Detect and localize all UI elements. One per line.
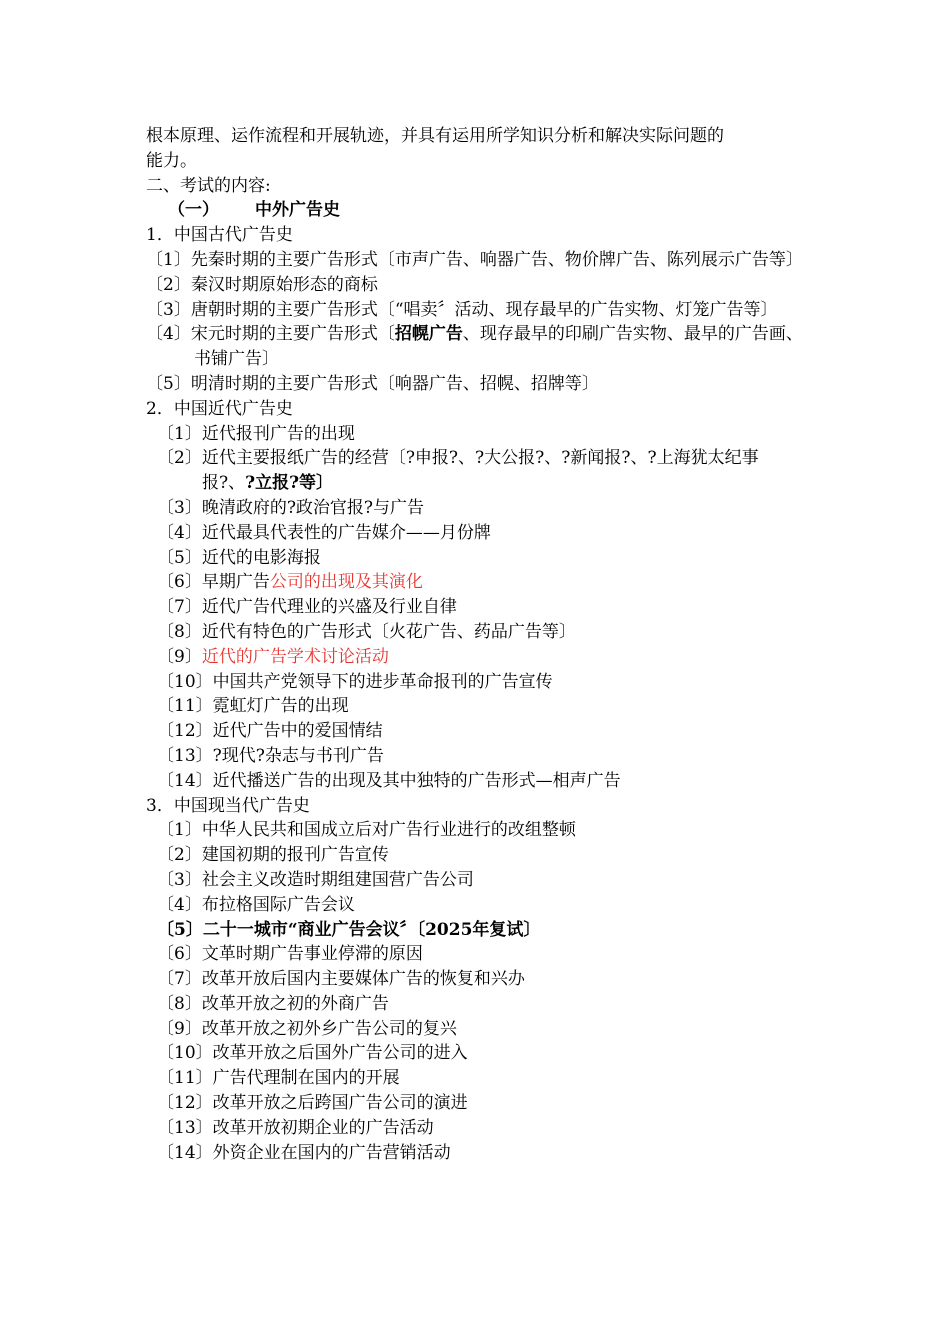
modern-item-2-bold: ?立报?等〕 — [245, 473, 334, 494]
section-heading — [146, 198, 808, 223]
section-number: （一） — [168, 200, 219, 221]
modern-item-10: 〔10〕中国共产党领导下的进步革命报刊的广告宣传 — [157, 671, 553, 692]
modern-item-1: 〔1〕近代报刊广告的出现 — [157, 423, 355, 444]
contemporary-item-1: 〔1〕中华人民共和国成立后对广告行业进行的改组整顿 — [157, 820, 576, 841]
intro-line-1: 根本原理、运作流程和开展轨迹，并具有运用所学知识分析和解决实际问题的 — [146, 126, 724, 146]
ancient-item-5: 〔5〕明清时期的主要广告形式〔响器广告、招幌、招牌等〕 — [146, 373, 599, 394]
modern-item-11: 〔11〕霓虹灯广告的出现 — [157, 696, 349, 717]
exam-content-heading: 二、考试的内容: — [146, 175, 271, 196]
contemporary-item-14: 〔14〕外资企业在国内的广告营销活动 — [157, 1142, 451, 1163]
modern-item-12: 〔12〕近代广告中的爱国情结 — [157, 721, 383, 742]
contemporary-item-4: 〔4〕布拉格国际广告会议 — [157, 894, 355, 915]
contemporary-item-5: 〔5〕二十一城市“商业广告会议〞〔2025年复试〕 — [157, 919, 541, 940]
ancient-item-4-c: 、现存最早的印刷广告实物、最早的广告画、书铺广告〕 — [194, 324, 803, 370]
contemporary-item-13: 〔13〕改革开放初期企业的广告活动 — [157, 1117, 434, 1138]
modern-item-9-highlight: 近代的广告学术讨论活动 — [201, 646, 389, 667]
contemporary-history-title: 3．中国现当代广告史 — [146, 795, 310, 816]
ancient-item-2: 〔2〕秦汉时期原始形态的商标 — [146, 274, 378, 295]
modern-item-5: 〔5〕近代的电影海报 — [157, 547, 321, 568]
modern-item-9-a: 〔9〕 — [157, 646, 202, 667]
contemporary-item-10: 〔10〕改革开放之后国外广告公司的进入 — [157, 1043, 468, 1064]
modern-item-4: 〔4〕近代最具代表性的广告媒介——月份牌 — [157, 522, 491, 543]
contemporary-item-3: 〔3〕社会主义改造时期组建国营广告公司 — [157, 869, 474, 890]
ancient-item-4-bold: 招幌广告 — [394, 324, 463, 345]
modern-item-9 — [146, 645, 808, 670]
contemporary-item-12: 〔12〕改革开放之后跨国广告公司的演进 — [157, 1093, 468, 1114]
ancient-history-title: 1．中国古代广告史 — [146, 225, 293, 246]
contemporary-item-11: 〔11〕广告代理制在国内的开展 — [157, 1068, 400, 1089]
ancient-item-3: 〔3〕唐朝时期的主要广告形式〔“唱卖〞活动、现存最早的广告实物、灯笼广告等〕 — [146, 299, 778, 320]
modern-item-13: 〔13〕?现代?杂志与书刊广告 — [157, 745, 384, 766]
modern-item-14: 〔14〕近代播送广告的出现及其中独特的广告形式—相声广告 — [157, 770, 621, 791]
modern-item-2-a: 〔2〕近代主要报纸广告的经营〔?申报?、?大公报?、?新闻报?、?上海犹太纪事报?、 — [157, 448, 759, 494]
modern-item-8: 〔8〕近代有特色的广告形式〔火花广告、药品广告等〕 — [157, 621, 576, 642]
modern-item-7: 〔7〕近代广告代理业的兴盛及行业自律 — [157, 597, 457, 618]
contemporary-item-2: 〔2〕建国初期的报刊广告宣传 — [157, 845, 389, 866]
modern-item-2 — [146, 446, 808, 496]
ancient-item-1: 〔1〕先秦时期的主要广告形式〔市声广告、响器广告、物价牌广告、陈列展示广告等〕 — [146, 249, 803, 270]
intro-line-2: 能力。 — [146, 150, 197, 171]
contemporary-item-6: 〔6〕文革时期广告事业停滞的原因 — [157, 944, 423, 965]
contemporary-item-9: 〔9〕改革开放之初外乡广告公司的复兴 — [157, 1018, 457, 1039]
contemporary-item-8: 〔8〕改革开放之初的外商广告 — [157, 993, 389, 1014]
contemporary-item-7: 〔7〕改革开放后国内主要媒体广告的恢复和兴办 — [157, 969, 525, 990]
document-page — [146, 124, 808, 1165]
modern-item-6-highlight: 公司的出现及其演化 — [269, 572, 423, 593]
ancient-item-4-a: 〔4〕宋元时期的主要广告形式〔 — [146, 324, 395, 345]
section-title: 中外广告史 — [255, 200, 340, 221]
ancient-item-4 — [146, 322, 808, 372]
modern-item-3: 〔3〕晚清政府的?政治官报?与广告 — [157, 497, 425, 518]
modern-item-6-a: 〔6〕早期广告 — [157, 572, 270, 593]
modern-item-6 — [146, 570, 808, 595]
modern-history-title: 2．中国近代广告史 — [146, 398, 293, 419]
